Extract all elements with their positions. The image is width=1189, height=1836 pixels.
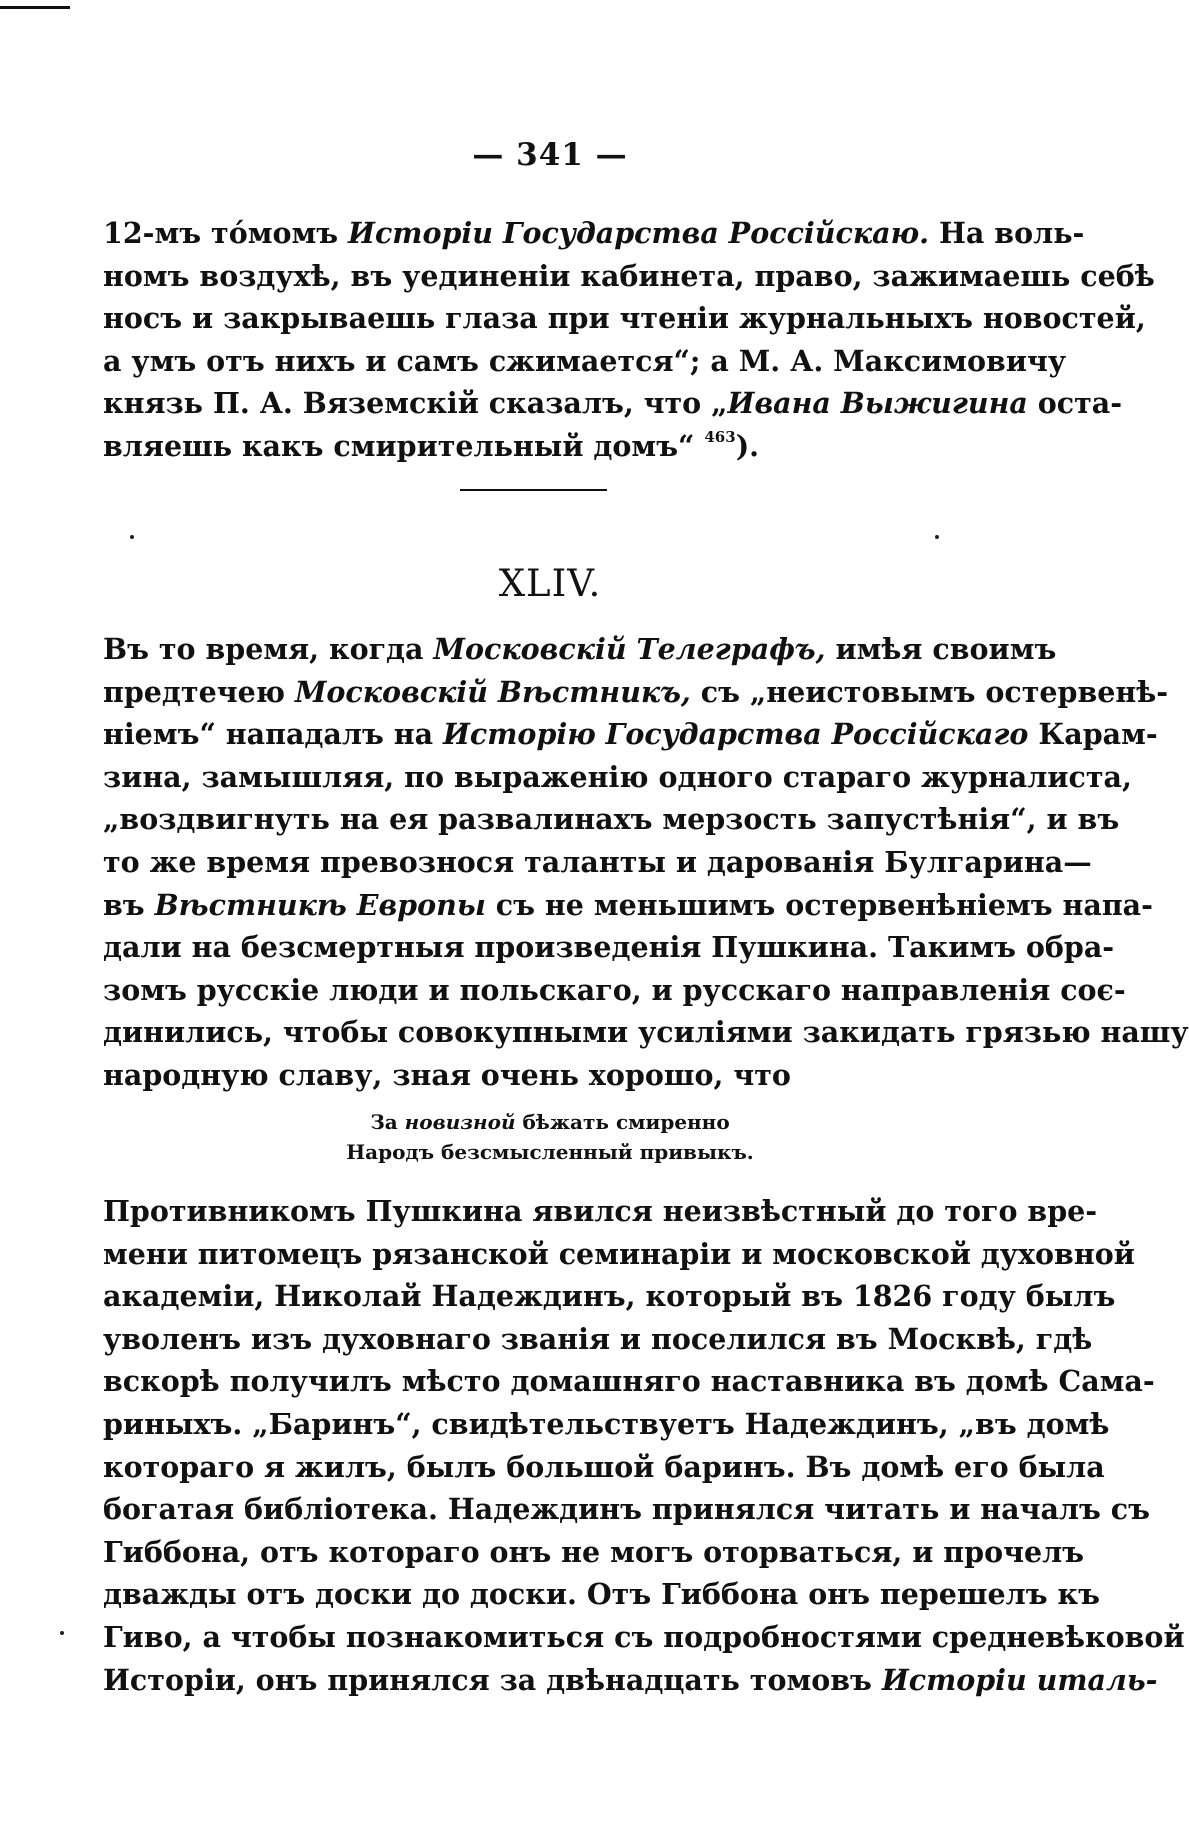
text-line	[103, 1531, 1085, 1574]
section-heading: XLIV.	[498, 562, 602, 605]
text-line	[103, 1318, 1093, 1361]
text-line	[103, 1403, 1110, 1446]
text-line	[103, 1573, 1100, 1616]
text-segment: уволенъ изъ духовнаго званія и поселился въ Москвѣ, гдѣ	[103, 1321, 1093, 1356]
text-line	[103, 1275, 1116, 1318]
text-segment: въ	[103, 887, 155, 922]
verse-quote	[0, 1107, 1100, 1167]
italic-text: Исторіи Государства Россійскаю.	[348, 216, 930, 250]
text-line	[103, 1659, 1158, 1702]
text-line	[103, 628, 1057, 671]
text-line	[103, 212, 1085, 255]
italic-text: Исторіи италь-	[881, 1662, 1158, 1697]
text-segment: Въ то время, когда	[103, 632, 434, 666]
text-segment: зомъ русскіе люди и польскаго, и русскаго направленія соє-	[103, 972, 1126, 1007]
text-line	[103, 713, 1158, 756]
text-line	[103, 1233, 1135, 1276]
text-line	[103, 798, 1120, 841]
page-number: — 341 —	[472, 137, 628, 173]
text-line	[103, 841, 1092, 884]
main-paragraph	[103, 628, 1189, 1097]
text-line	[103, 425, 970, 468]
final-paragraph	[103, 1190, 1185, 1701]
text-segment: предтечею	[103, 674, 295, 709]
text-segment: ).	[735, 428, 760, 463]
top-paragraph	[103, 212, 1155, 468]
text-segment: 12-мъ то́момъ	[103, 216, 349, 250]
text-line	[103, 1190, 1098, 1233]
text-line	[103, 671, 1169, 714]
text-line	[103, 926, 1115, 969]
text-line	[103, 382, 1123, 425]
text-segment: котораго я жилъ, былъ большой баринъ. Въ домѣ его была	[103, 1449, 1105, 1484]
text-line	[103, 1488, 1151, 1531]
text-segment: риныхъ. „Баринъ“, свидѣтельствуетъ Надеждинъ, „въ домѣ	[103, 1406, 1110, 1441]
print-speck	[60, 1631, 64, 1635]
text-segment: Гиво, а чтобы познакомиться съ подробностями средневѣковой	[103, 1619, 1185, 1654]
text-line	[103, 756, 1132, 799]
text-segment: вляешь какъ смирительный домъ“	[103, 428, 705, 463]
text-segment: динились, чтобы совокупными усиліями закидать грязью нашу	[103, 1015, 1189, 1050]
section-divider	[460, 489, 607, 491]
italic-text: Московскій Вѣстникъ,	[294, 674, 691, 709]
italic-text: Вѣстникѣ Европы	[154, 887, 486, 922]
text-segment: носъ и закрываешь глаза при чтеніи журнальныхъ новостей,	[103, 301, 1146, 336]
top-edge-rule	[0, 6, 70, 9]
text-line	[103, 1616, 1185, 1659]
text-segment: Народъ безсмысленный привыкъ.	[346, 1140, 754, 1164]
text-line	[103, 1011, 1189, 1054]
italic-text: Исторію Государства Россійскаго	[443, 717, 1029, 752]
text-line	[103, 1446, 1105, 1489]
text-line	[0, 1137, 1100, 1167]
text-line	[103, 340, 1067, 383]
text-segment: дали на безсмертныя произведенія Пушкина. Такимъ обра-	[103, 930, 1115, 965]
text-segment: оста-	[1027, 386, 1123, 421]
text-segment: номъ воздухѣ, въ уединеніи кабинета, право, зажимаешь себѣ	[103, 258, 1155, 293]
text-segment: На воль-	[929, 216, 1085, 250]
text-segment: За	[370, 1110, 405, 1134]
text-segment: богатая библіотека. Надеждинъ принялся читать и началъ съ	[103, 1492, 1151, 1527]
text-line	[103, 884, 1153, 927]
text-segment: зина, замышляя, по выраженію одного стараго журналиста,	[103, 759, 1132, 794]
text-line	[103, 1360, 1155, 1403]
text-segment: ніемъ“ нападалъ на	[103, 717, 443, 752]
text-line	[0, 1107, 1100, 1137]
text-segment: мени питомецъ рязанской семинаріи и московской духовной	[103, 1236, 1135, 1271]
footnote-marker: 463	[704, 427, 736, 446]
text-line	[103, 297, 1146, 340]
text-segment: Исторіи, онъ принялся за двѣнадцать томовъ	[103, 1662, 882, 1697]
text-segment: съ „неистовымъ остервенѣ-	[690, 674, 1169, 709]
text-segment: дважды отъ доски до доски. Отъ Гиббона онъ перешелъ къ	[103, 1577, 1100, 1612]
text-segment: а умъ отъ нихъ и самъ сжимается“; а М. А. Максимовичу	[103, 343, 1067, 378]
text-segment: съ не меньшимъ остервенѣніемъ напа-	[485, 887, 1153, 922]
text-segment: Гиббона, отъ котораго онъ не могъ оторваться, и прочелъ	[103, 1534, 1085, 1569]
text-line	[103, 969, 1126, 1012]
text-segment: „воздвигнуть на ея развалинахъ мерзость запустѣнія“, и въ	[103, 802, 1120, 837]
text-segment: Противникомъ Пушкина явился неизвѣстный до того вре-	[103, 1194, 1098, 1228]
text-segment: имѣя своимъ	[825, 632, 1057, 666]
text-line	[103, 1054, 970, 1097]
italic-text: Московскій Телеграфъ,	[433, 632, 826, 666]
italic-text: Ивана Выжигина	[727, 386, 1028, 421]
italic-text: новизной	[404, 1110, 516, 1134]
text-segment: Карам-	[1028, 717, 1158, 752]
text-segment: академіи, Николай Надеждинъ, который въ 1826 году былъ	[103, 1279, 1116, 1314]
text-segment: вскорѣ получилъ мѣсто домашняго наставника въ домѣ Сама-	[103, 1364, 1155, 1399]
print-speck	[130, 535, 134, 539]
text-segment: то же время превознося таланты и дарованія Булгарина—	[103, 844, 1092, 879]
text-segment: бѣжать смиренно	[515, 1110, 730, 1134]
print-speck	[935, 535, 939, 539]
text-segment: князь П. А. Вяземскій сказалъ, что „	[103, 386, 728, 421]
text-segment: народную славу, зная очень хорошо, что	[103, 1057, 791, 1092]
text-line	[103, 255, 1155, 298]
